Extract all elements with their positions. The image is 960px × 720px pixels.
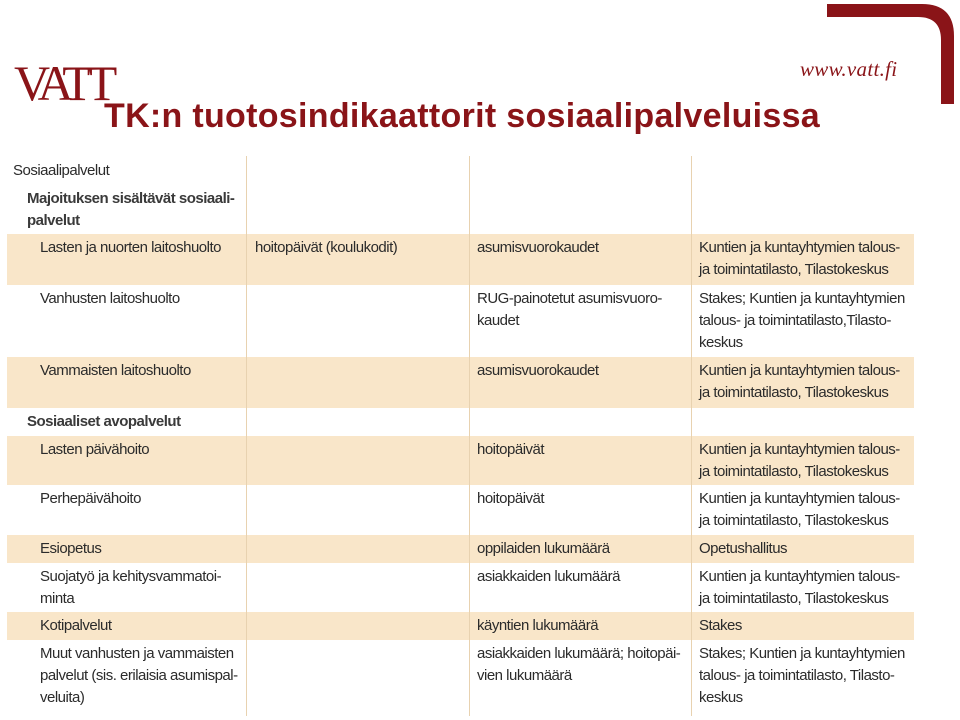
cell-indicator: RUG-painotetut asumisvuoro-kaudet [477, 290, 662, 329]
section-heading: Majoituksen sisältävät sosiaali-palvelut [27, 190, 235, 229]
table-row [7, 612, 914, 640]
table-section-row [7, 408, 914, 436]
table-row [7, 357, 914, 408]
cell-service: Lasten päivähoito [40, 441, 150, 458]
table-row [7, 535, 914, 563]
column-divider [246, 156, 247, 716]
cell-source: Kuntien ja kuntayhtymien talous- ja toimintatilasto, Tilastokeskus [699, 490, 900, 529]
cell-indicator: oppilaiden lukumäärä [477, 540, 610, 557]
cell-source: Stakes [699, 617, 742, 634]
cell-source: Kuntien ja kuntayhtymien talous- ja toimintatilasto, Tilastokeskus [699, 441, 900, 480]
page-title: TK:n tuotosindikaattorit sosiaalipalveluissa [104, 97, 821, 135]
table-heading: Sosiaalipalvelut [13, 162, 110, 179]
corner-decoration-icon [827, 0, 960, 110]
table-row [7, 640, 914, 716]
cell-source: Kuntien ja kuntayhtymien talous- ja toimintatilasto, Tilastokeskus [699, 362, 900, 401]
indicator-table [7, 156, 914, 716]
cell-service: Vammaisten laitoshuolto [40, 362, 191, 379]
cell-indicator: hoitopäivät [477, 441, 545, 458]
cell-source: Stakes; Kuntien ja kuntayhtymien talous- ja toimintatilasto, Tilasto-keskus [699, 645, 905, 706]
cell-indicator: asiakkaiden lukumäärä; hoitopäi-vien lukumäärä [477, 645, 681, 684]
table-row [7, 234, 914, 285]
section-heading: Sosiaaliset avopalvelut [27, 413, 181, 430]
cell-indicator: asiakkaiden lukumäärä [477, 568, 620, 585]
table-row [7, 563, 914, 612]
cell-service: Suojatyö ja kehitysvammatoi-minta [40, 568, 222, 607]
cell-indicator: asumisvuorokaudet [477, 239, 599, 256]
cell-source: Kuntien ja kuntayhtymien talous- ja toimintatilasto, Tilastokeskus [699, 239, 900, 278]
cell-service: Esiopetus [40, 540, 102, 557]
column-divider [469, 156, 470, 716]
cell-service: Perhepäivähoito [40, 490, 141, 507]
cell-service: Vanhusten laitoshuolto [40, 290, 180, 307]
table-header-row [7, 156, 914, 234]
site-url[interactable]: www.vatt.fi [800, 57, 898, 81]
table-row [7, 436, 914, 485]
cell-service: Kotipalvelut [40, 617, 112, 634]
cell-source: Opetushallitus [699, 540, 788, 557]
cell-service: Muut vanhusten ja vammaisten palvelut (sis. erilaisia asumispal-veluita) [40, 645, 238, 706]
cell-indicator-old: hoitopäivät (koulukodit) [255, 239, 398, 256]
cell-indicator: käyntien lukumäärä [477, 617, 599, 634]
cell-source: Stakes; Kuntien ja kuntayhtymien talous- ja toimintatilasto,Tilasto-keskus [699, 290, 905, 351]
column-divider [691, 156, 692, 716]
cell-service: Lasten ja nuorten laitoshuolto [40, 239, 221, 256]
cell-indicator: asumisvuorokaudet [477, 362, 599, 379]
cell-indicator: hoitopäivät [477, 490, 545, 507]
cell-source: Kuntien ja kuntayhtymien talous- ja toimintatilasto, Tilastokeskus [699, 568, 900, 607]
vatt-logo: VATT [14, 55, 112, 111]
table-row [7, 285, 914, 357]
table-row [7, 485, 914, 535]
